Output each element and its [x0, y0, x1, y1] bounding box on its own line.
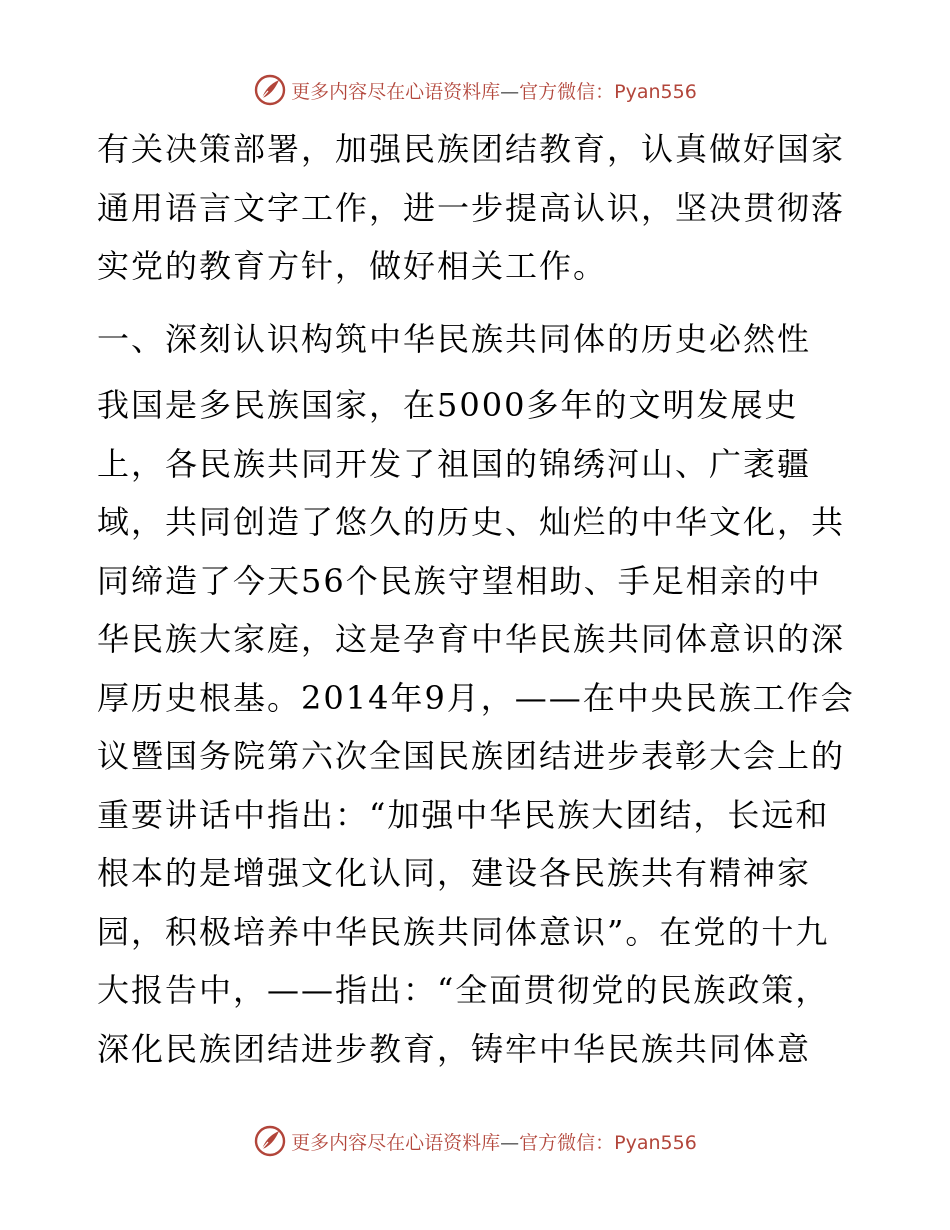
footer-banner [0, 1121, 950, 1161]
banner-wechat-text: 官方微信：Pyan556 [519, 1131, 697, 1154]
banner-separator: — [500, 1131, 520, 1154]
text-line: 深化民族团结进步教育，铸牢中华民族共同体意 [97, 1029, 812, 1068]
text-line: 有关决策部署，加强民族团结教育，认真做好国家 [97, 130, 846, 168]
banner-site-text: 更多内容尽在心语资料库 [291, 80, 501, 103]
feather-pen-logo-icon [253, 1124, 287, 1158]
text-line: 同缔造了今天56个民族守望相助、手足相亲的中 [97, 561, 822, 600]
banner-text [291, 77, 697, 104]
text-line: 域，共同创造了悠久的历史、灿烂的中华文化，共 [97, 503, 846, 541]
text-line: 议暨国务院第六次全国民族团结进步表彰大会上的 [97, 737, 846, 775]
text-line: 大报告中，——指出：“全面贯彻党的民族政策， [97, 971, 830, 1009]
text-line: 实党的教育方针，做好相关工作。 [97, 247, 608, 285]
text-line: 根本的是增强文化认同，建设各民族共有精神家 [97, 854, 812, 892]
banner-separator: — [500, 80, 520, 103]
text-line: 上，各民族共同开发了祖国的锦绣河山、广袤疆 [97, 444, 812, 483]
banner-text [291, 1128, 697, 1155]
banner-site-text: 更多内容尽在心语资料库 [291, 1131, 501, 1154]
text-line: 厚历史根基。2014年9月，——在中央民族工作会 [97, 678, 855, 717]
text-line: 园，积极培养中华民族共同体意识”。在党的十九 [97, 912, 830, 951]
text-line: 华民族大家庭，这是孕育中华民族共同体意识的深 [97, 620, 846, 658]
section-heading: 一、深刻认识构筑中华民族共同体的历史必然性 [97, 319, 812, 358]
document-body [97, 120, 857, 1078]
header-banner [0, 70, 950, 110]
feather-pen-logo-icon [253, 73, 287, 107]
text-line: 通用语言文字工作，进一步提高认识，坚决贯彻落 [97, 188, 846, 227]
banner-wechat-text: 官方微信：Pyan556 [519, 80, 697, 103]
text-line: 重要讲话中指出：“加强中华民族大团结，长远和 [97, 795, 830, 834]
text-line: 我国是多民族国家，在5000多年的文明发展史 [97, 386, 799, 424]
